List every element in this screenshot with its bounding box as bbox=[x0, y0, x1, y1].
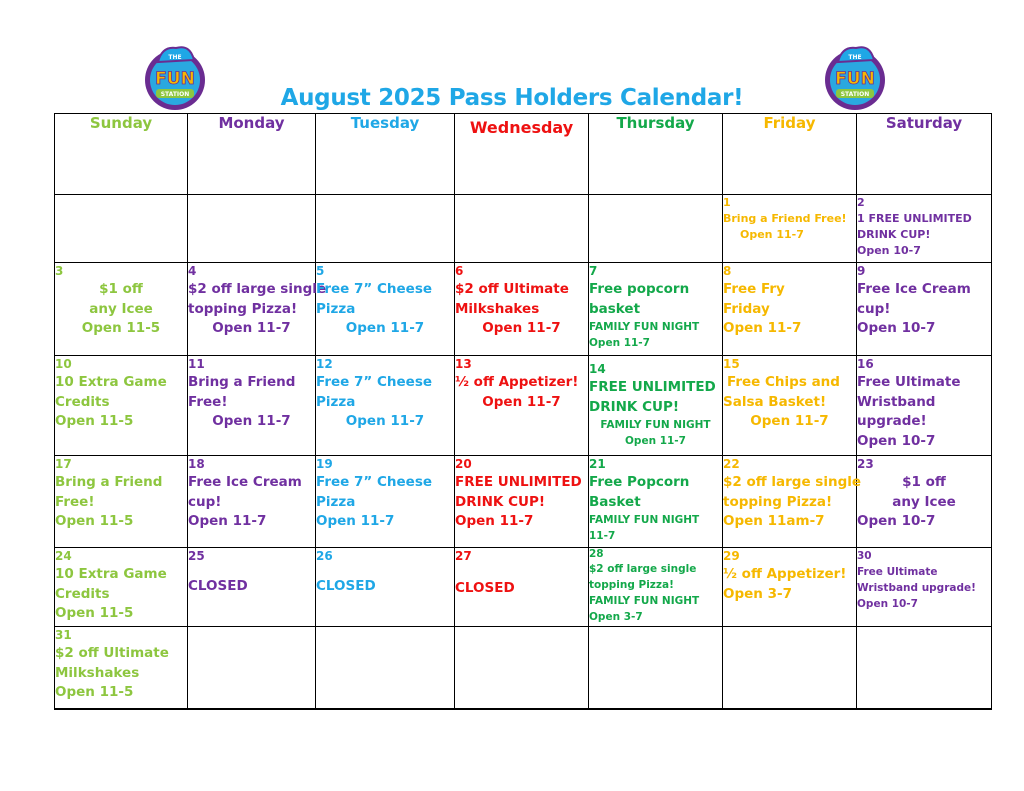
promo-line: topping Pizza! bbox=[589, 579, 674, 591]
promo-line: Credits bbox=[55, 585, 110, 602]
day-number: 19 bbox=[316, 457, 333, 471]
weekday-sunday: Sunday bbox=[55, 114, 188, 195]
hours-line: Open 10-7 bbox=[857, 432, 936, 449]
promo-line: DRINK CUP! bbox=[455, 493, 546, 510]
day-number: 4 bbox=[188, 264, 197, 278]
day-cell-17 bbox=[55, 456, 188, 548]
weekday-thursday: Thursday bbox=[589, 114, 723, 195]
day-cell-27 bbox=[455, 548, 589, 627]
promo-line: Salsa Basket! bbox=[723, 393, 827, 410]
promo-line: $2 off large single bbox=[188, 281, 327, 297]
day-cell-28 bbox=[589, 548, 723, 627]
day-cell-22 bbox=[723, 456, 862, 548]
day-cell-12 bbox=[316, 356, 455, 456]
promo-line: Credits bbox=[55, 393, 110, 410]
week-row bbox=[55, 356, 992, 456]
promo-line: Free! bbox=[55, 493, 95, 510]
day-cell-23 bbox=[857, 456, 992, 548]
svg-text:STATION: STATION bbox=[840, 91, 870, 98]
hours-line: Open 11-7 bbox=[625, 435, 686, 447]
hours-line: Open 11-5 bbox=[55, 684, 134, 700]
day-number: 18 bbox=[188, 457, 205, 471]
promo-line: $2 off Ultimate bbox=[55, 645, 169, 661]
day-number: 24 bbox=[55, 549, 72, 563]
promo-line: Wristband bbox=[857, 393, 936, 410]
hours-line: Open 11-7 bbox=[750, 413, 829, 429]
promo-line: Free 7” Cheese bbox=[316, 374, 433, 390]
promo-line: Free Ultimate bbox=[857, 566, 938, 578]
svg-text:STATION: STATION bbox=[160, 91, 190, 98]
promo-line: any Icee bbox=[89, 300, 153, 317]
promo-line: Free Ice Cream bbox=[857, 281, 971, 297]
hours-line: Open 11-7 bbox=[740, 228, 804, 241]
hours-line: Open 11-7 bbox=[482, 320, 561, 336]
empty-cell bbox=[455, 195, 589, 263]
day-number: 5 bbox=[316, 264, 325, 278]
weekday-monday: Monday bbox=[188, 114, 316, 195]
promo-line: FREE UNLIMITED bbox=[589, 379, 716, 395]
promo-line: Free! bbox=[188, 393, 228, 410]
day-cell-10 bbox=[55, 356, 188, 456]
day-number: 10 bbox=[55, 357, 72, 371]
promo-line: Milkshakes bbox=[455, 300, 540, 317]
day-number: 13 bbox=[455, 357, 472, 371]
day-cell-11 bbox=[188, 356, 316, 456]
promo-line: Wristband upgrade! bbox=[857, 582, 976, 594]
day-cell-9 bbox=[857, 263, 992, 356]
day-cell-15 bbox=[723, 356, 857, 456]
family-fun-night-label: FAMILY FUN NIGHT bbox=[589, 321, 700, 333]
day-cell-21 bbox=[589, 456, 723, 548]
promo-line: topping Pizza! bbox=[723, 493, 833, 510]
promo-line: Pizza bbox=[316, 300, 356, 317]
empty-cell bbox=[316, 195, 455, 263]
svg-text:THE: THE bbox=[168, 54, 182, 61]
promo-line: basket bbox=[589, 300, 641, 317]
day-number: 16 bbox=[857, 357, 874, 371]
day-cell-25 bbox=[188, 548, 316, 627]
hours-line: Open 3-7 bbox=[723, 585, 792, 602]
empty-cell bbox=[188, 195, 316, 263]
day-cell-3 bbox=[55, 263, 188, 356]
weekday-friday: Friday bbox=[723, 114, 857, 195]
hours-line: Open 10-7 bbox=[857, 320, 936, 336]
day-number: 31 bbox=[55, 628, 72, 642]
day-number: 8 bbox=[723, 264, 732, 278]
promo-line: 1 FREE UNLIMITED bbox=[857, 212, 972, 225]
promo-line: cup! bbox=[857, 300, 891, 317]
day-cell-8 bbox=[723, 263, 857, 356]
promo-line: $2 off large single bbox=[723, 474, 862, 490]
weekday-saturday: Saturday bbox=[857, 114, 992, 195]
empty-cell bbox=[188, 627, 316, 709]
promo-line: Free 7” Cheese bbox=[316, 281, 433, 297]
family-fun-night-label: FAMILY FUN NIGHT bbox=[589, 514, 700, 526]
day-number: 25 bbox=[188, 549, 205, 563]
promo-line: $1 off bbox=[99, 281, 143, 297]
day-number: 29 bbox=[723, 549, 740, 563]
day-cell-19 bbox=[316, 456, 455, 548]
calendar-grid bbox=[54, 113, 992, 710]
promo-line: Free Ultimate bbox=[857, 374, 961, 390]
day-number: 9 bbox=[857, 264, 866, 278]
empty-cell bbox=[316, 627, 455, 709]
day-cell-24 bbox=[55, 548, 188, 627]
hours-line: Open 11-7 bbox=[212, 320, 291, 336]
promo-line: Free Ice Cream bbox=[188, 474, 302, 490]
week-row bbox=[55, 456, 992, 548]
empty-cell bbox=[589, 195, 723, 263]
promo-line: Bring a Friend Free! bbox=[723, 212, 847, 225]
hours-line: Open 3-7 bbox=[589, 611, 643, 623]
day-cell-30 bbox=[857, 548, 992, 627]
day-cell-31 bbox=[55, 627, 188, 709]
day-number: 15 bbox=[723, 357, 740, 371]
day-number: 3 bbox=[55, 264, 64, 278]
promo-line: Pizza bbox=[316, 393, 356, 410]
promo-line: Basket bbox=[589, 493, 641, 510]
svg-text:THE: THE bbox=[848, 54, 862, 61]
promo-line: Friday bbox=[723, 300, 770, 317]
day-number: 17 bbox=[55, 457, 72, 471]
week-row bbox=[55, 627, 992, 709]
week-row bbox=[55, 195, 992, 263]
promo-line: topping Pizza! bbox=[188, 300, 298, 317]
weekday-header-row bbox=[55, 114, 992, 195]
hours-line: Open 11-7 bbox=[482, 393, 561, 410]
promo-line: FREE UNLIMITED bbox=[455, 474, 582, 490]
day-number: 2 bbox=[857, 196, 865, 209]
day-number: 26 bbox=[316, 549, 333, 563]
day-cell-4 bbox=[188, 263, 327, 356]
promo-line: $1 off bbox=[902, 474, 946, 490]
day-cell-5 bbox=[316, 263, 455, 356]
promo-line: cup! bbox=[188, 493, 222, 510]
day-number: 27 bbox=[455, 549, 472, 563]
empty-cell bbox=[455, 627, 589, 709]
hours-line: Open 11-7 bbox=[455, 513, 534, 529]
hours-line: Open 11-7 bbox=[723, 320, 802, 336]
promo-line: Milkshakes bbox=[55, 664, 140, 681]
hours-line: Open 11-5 bbox=[55, 605, 134, 621]
calendar-title: August 2025 Pass Holders Calendar! bbox=[280, 85, 744, 111]
day-number: 11 bbox=[188, 357, 205, 371]
promo-line: upgrade! bbox=[857, 413, 927, 429]
day-cell-14 bbox=[589, 356, 723, 456]
hours-line: Open 10-7 bbox=[857, 513, 936, 529]
closed-label: CLOSED bbox=[455, 580, 515, 596]
day-cell-13 bbox=[455, 356, 589, 456]
hours-line: Open 11-7 bbox=[345, 413, 425, 429]
hours-line: 11-7 bbox=[589, 530, 616, 542]
promo-line: Free popcorn bbox=[589, 281, 690, 297]
day-number: 6 bbox=[455, 264, 464, 278]
day-cell-29 bbox=[723, 548, 857, 627]
promo-line: $2 off Ultimate bbox=[455, 281, 569, 297]
promo-line: ½ off Appetizer! bbox=[455, 374, 579, 390]
day-cell-18 bbox=[188, 456, 316, 548]
hours-line: Open 11-7 bbox=[316, 513, 395, 529]
promo-line: 10 Extra Game bbox=[55, 374, 167, 390]
day-cell-2 bbox=[857, 195, 992, 263]
day-cell-16 bbox=[857, 356, 992, 456]
promo-line: 10 Extra Game bbox=[55, 566, 167, 582]
closed-label: CLOSED bbox=[316, 578, 376, 594]
hours-line: Open 11-7 bbox=[212, 413, 291, 429]
day-cell-7 bbox=[589, 263, 723, 356]
svg-text:FUN: FUN bbox=[155, 69, 195, 89]
empty-cell bbox=[55, 195, 188, 263]
promo-line: Bring a Friend bbox=[55, 474, 163, 490]
svg-text:FUN: FUN bbox=[835, 69, 875, 89]
day-cell-26 bbox=[316, 548, 455, 627]
hours-line: Open 11-5 bbox=[81, 320, 161, 336]
hours-line: Open 11-5 bbox=[55, 413, 134, 429]
day-number: 1 bbox=[723, 196, 731, 209]
promo-line: Pizza bbox=[316, 493, 356, 510]
hours-line: Open 11-5 bbox=[55, 513, 134, 529]
hours-line: Open 10-7 bbox=[857, 244, 921, 257]
hours-line: Open 10-7 bbox=[857, 598, 918, 610]
hours-line: Open 11-7 bbox=[345, 320, 425, 336]
weekday-wednesday: Wednesday bbox=[455, 114, 589, 195]
day-number: 12 bbox=[316, 357, 333, 371]
empty-cell bbox=[857, 627, 992, 709]
week-row bbox=[55, 548, 992, 627]
day-number: 30 bbox=[857, 550, 872, 562]
empty-cell bbox=[589, 627, 723, 709]
promo-line: Bring a Friend bbox=[188, 374, 296, 390]
day-cell-1 bbox=[723, 195, 857, 263]
day-cell-6 bbox=[455, 263, 589, 356]
empty-cell bbox=[723, 627, 857, 709]
promo-line: Free Popcorn bbox=[589, 474, 690, 490]
family-fun-night-label: FAMILY FUN NIGHT bbox=[589, 595, 700, 607]
promo-line: Free 7” Cheese bbox=[316, 474, 433, 490]
hours-line: Open 11am-7 bbox=[723, 513, 825, 529]
hours-line: Open 11-7 bbox=[589, 337, 650, 349]
promo-line: DRINK CUP! bbox=[589, 398, 680, 415]
hours-line: Open 11-7 bbox=[188, 513, 267, 529]
day-number: 7 bbox=[589, 264, 598, 278]
week-row bbox=[55, 263, 992, 356]
promo-line: Free Chips and bbox=[727, 374, 840, 390]
promo-line: Free Fry bbox=[723, 281, 785, 297]
weekday-tuesday: Tuesday bbox=[316, 114, 455, 195]
family-fun-night-label: FAMILY FUN NIGHT bbox=[600, 419, 711, 431]
day-number: 23 bbox=[857, 457, 874, 471]
day-number: 21 bbox=[589, 457, 606, 471]
promo-line: any Icee bbox=[892, 493, 956, 510]
day-number: 14 bbox=[589, 362, 606, 376]
promo-line: $2 off large single bbox=[589, 563, 697, 575]
day-number: 22 bbox=[723, 457, 740, 471]
closed-label: CLOSED bbox=[188, 578, 248, 594]
day-number: 28 bbox=[589, 548, 604, 560]
promo-line: ½ off Appetizer! bbox=[723, 566, 847, 582]
day-number: 20 bbox=[455, 457, 472, 471]
promo-line: DRINK CUP! bbox=[857, 228, 931, 241]
day-cell-20 bbox=[455, 456, 589, 548]
